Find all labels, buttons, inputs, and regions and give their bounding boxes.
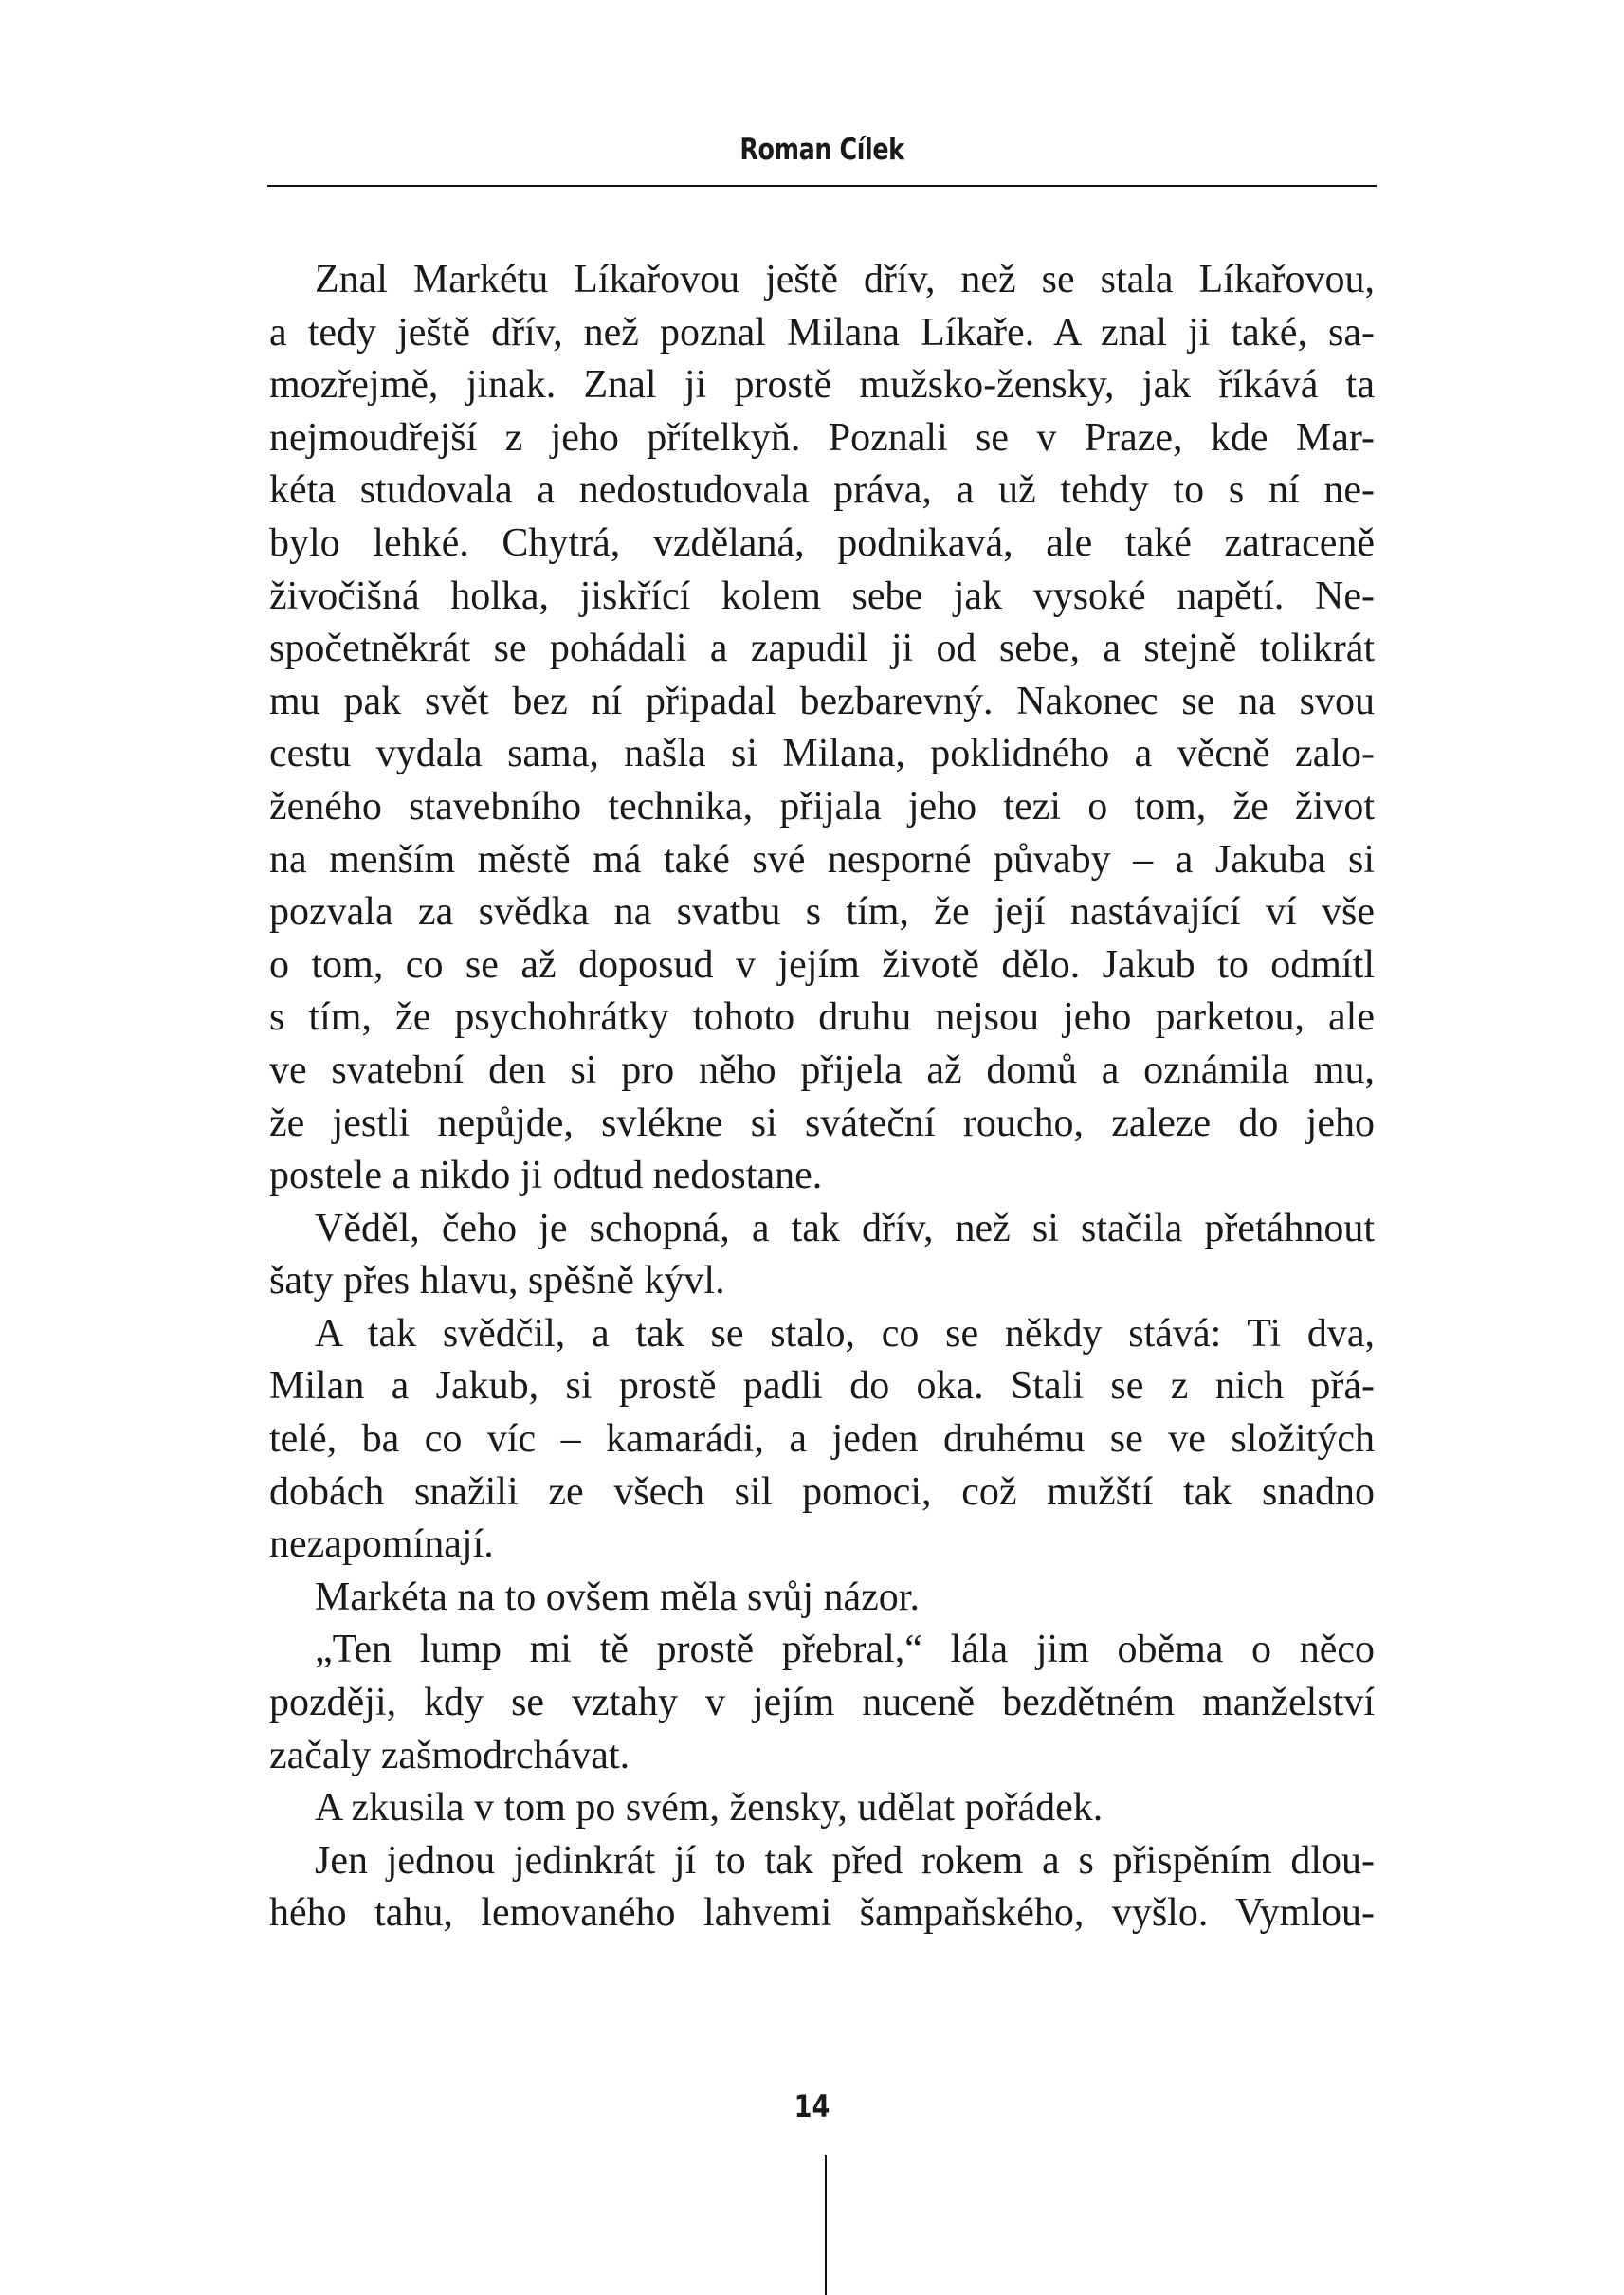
text-line: pozvala za svědka na svatbu s tím, že její nastávající ví vše (269, 890, 1375, 935)
text-line: spočetněkrát se pohádali a zapudil ji od sebe, a stejně tolikrát (269, 627, 1375, 671)
text-line: „Ten lump mi tě prostě přebral,“ lála jim oběma o něco (315, 1628, 1375, 1672)
running-head: Roman Cílek (739, 133, 904, 167)
text-line: dobách snažili ze všech sil pomoci, což mužští tak snadno (269, 1469, 1375, 1514)
text-line: že jestli nepůjde, svlékne si sváteční roucho, zaleze do jeho (269, 1101, 1375, 1145)
page-number: 14 (794, 2088, 830, 2124)
text-line: mu pak svět bez ní připadal bezbarevný. Nakonec se na svou (269, 679, 1375, 723)
text-line: Markéta na to ovšem měla svůj názor. (315, 1575, 920, 1619)
text-line: Milan a Jakub, si prostě padli do oka. Stali se z nich přá- (269, 1364, 1375, 1409)
text-line: Věděl, čeho je schopná, a tak dřív, než si stačila přetáhnout (315, 1206, 1375, 1250)
text-line: o tom, co se až doposud v jejím životě dělo. Jakub to odmítl (269, 942, 1375, 987)
text-line: bylo lehké. Chytrá, vzdělaná, podnikavá, ale také zatraceně (269, 520, 1375, 565)
text-line: cestu vydala sama, našla si Milana, poklidného a věcně zalo- (269, 732, 1375, 776)
text-line: nezapomínají. (269, 1522, 494, 1567)
text-line: telé, ba co víc – kamarádi, a jeden druhému se ve složitých (269, 1417, 1375, 1462)
text-line: a tedy ještě dřív, než poznal Milana Líkaře. A znal ji také, sa- (269, 310, 1375, 355)
text-line: hého tahu, lemovaného lahvemi šampaňského, vyšlo. Vymlou- (269, 1891, 1375, 1936)
text-line: postele a nikdo ji odtud nedostane. (269, 1154, 823, 1198)
text-line: začaly zašmodrchávat. (269, 1733, 630, 1777)
text-line: mozřejmě, jinak. Znal ji prostě mužsko-žensky, jak říkává ta (269, 363, 1375, 408)
text-line: ve svatební den si pro něho přijela až domů a oznámila mu, (269, 1047, 1375, 1092)
text-line: šaty přes hlavu, spěšně kývl. (269, 1259, 725, 1303)
text-line: Znal Markétu Líkařovou ještě dřív, než se stala Líkařovou, (315, 258, 1375, 301)
text-line: A zkusila v tom po svém, žensky, udělat pořádek. (315, 1786, 1104, 1831)
text-line: Jen jednou jedinkrát jí to tak před rokem a s přispěním dlou- (315, 1838, 1375, 1883)
text-line: s tím, že psychohrátky tohoto druhu nejsou jeho parketou, ale (269, 995, 1375, 1040)
header-rule (267, 185, 1377, 187)
footer-rule (825, 2155, 827, 2295)
text-line: nejmoudřejší z jeho přítelkyň. Poznali se v Praze, kde Mar- (269, 415, 1375, 460)
text-line: A tak svědčil, a tak se stalo, co se někdy stává: Ti dva, (315, 1311, 1375, 1356)
text-line: kéta studovala a nedostudovala práva, a už tehdy to s ní ne- (269, 468, 1375, 513)
body-text (269, 254, 1375, 1940)
text-line: živočišná holka, jiskřící kolem sebe jak vysoké napětí. Ne- (269, 574, 1375, 618)
text-line: ženého stavebního technika, přijala jeho tezi o tom, že život (269, 784, 1375, 829)
text-line: později, kdy se vztahy v jejím nuceně bezdětném manželství (269, 1681, 1375, 1725)
text-line: na menším městě má také své nesporné půvaby – a Jakuba si (269, 837, 1375, 882)
